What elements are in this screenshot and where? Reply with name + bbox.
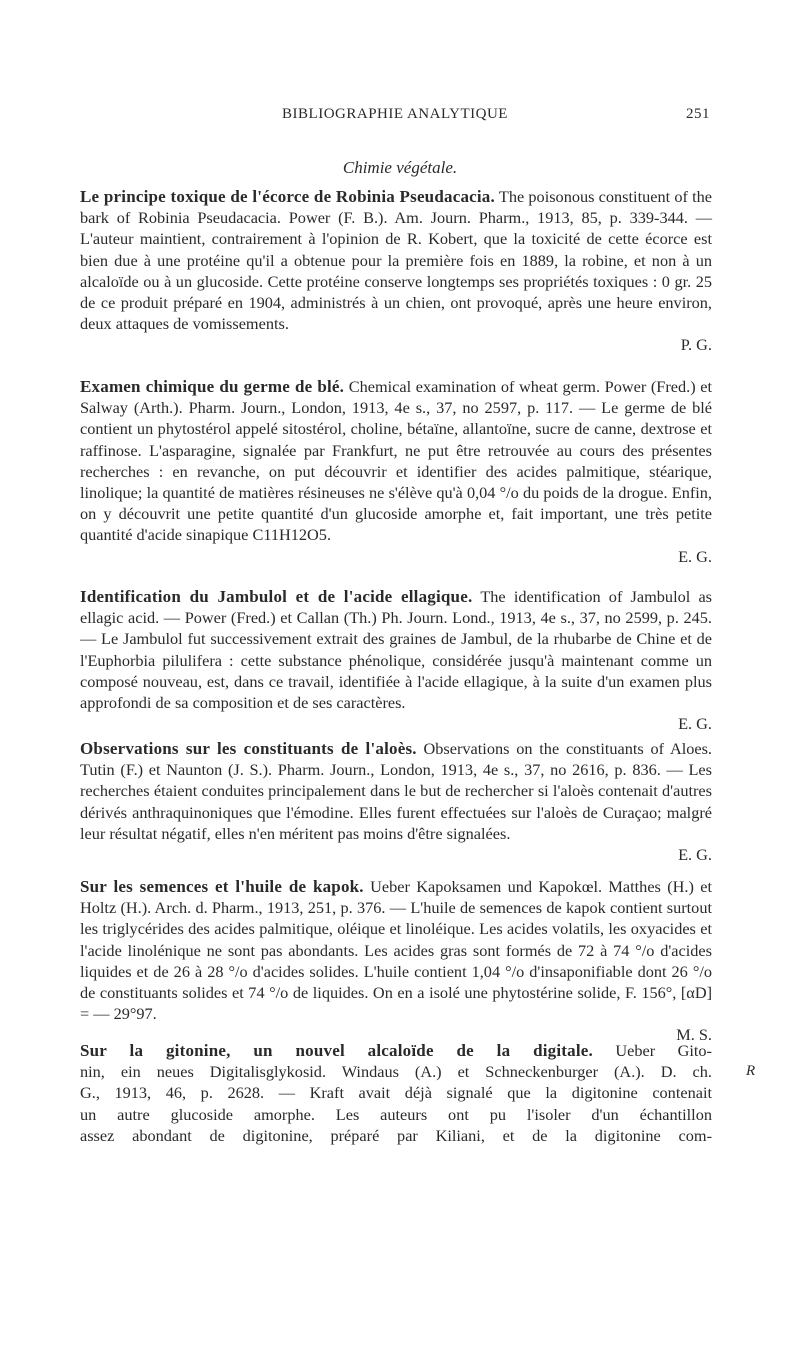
entry-title: Le principe toxique de l'écorce de Robinia Pseudacacia. — [80, 187, 495, 206]
entry-title: Identification du Jambulol et de l'acide ellagique. — [80, 587, 473, 606]
entry-signature: P. G. — [680, 335, 712, 355]
entry-title: Observations sur les constituants de l'aloès. — [80, 739, 417, 758]
entry-title: Sur les semences et l'huile de kapok. — [80, 877, 364, 896]
bibliography-entry — [80, 186, 712, 356]
entry-body: Observations on the constituants of Aloes. Tutin (F.) et Naunton (J. S.). Pharm. Journ., London, 1913, 4e s., 37, no 2616, p. 836. — Les recherches étaient conduites principalement dans le but de rechercher si l'aloès contenait d'autres dérivés anthraquinoniques que l'émodine. Elles furent effectuées sur l'aloès de Curaçao; malgré leur résultat négatif, elles n'en méritent pas moins d'être signalées. — [80, 739, 712, 843]
entry-body: The identification of Jambulol as ellagic acid. — Power (Fred.) et Callan (Th.) Ph. Journ. Lond., 1913, 4e s., 37, no 2599, p. 245. — Le Jambulol fut successivement extrait des graines de Jambul, de la rhubarbe de Chine et de l'Euphorbia pilulifera : cette substance phénolique, considérée jusqu'à maintenant comme un composé nouveau, est, dans ce travail, identifiée à l'acide ellagique, à la suite d'un examen plus approfondi de sa composition et de ses caractères. — [80, 587, 713, 713]
entry-signature: E. G. — [678, 546, 712, 566]
entry-signature: M. S. — [676, 1025, 712, 1045]
entry-body-line: G., 1913, 46, p. 2628. — Kraft avait déjà signalé que la digitonine contenait — [80, 1083, 712, 1103]
bibliography-entry — [80, 586, 712, 734]
page-number: 251 — [686, 106, 710, 122]
entry-body-line: nin, ein neues Digitalisglykosid. Windaus (A.) et Schneckenburger (A.). D. ch. — [80, 1062, 712, 1082]
section-title: Chimie végétale. — [342, 158, 458, 177]
entry-body: Chemical examination of wheat germ. Power (Fred.) et Salway (Arth.). Pharm. Journ., London, 1913, 4e s., 37, no 2597, p. 117. — Le germe de blé contient un phytostérol appelé sitostérol, choline, bétaïne, allantoïne, sucre de canne, dextrose et raffinose. L'asparagine, signalée par Frankfurt, ne put être retrouvée au cours des présentes recherches : en revanche, on put découvrir et identifier des acides palmitique, stéarique, linolique; la quantité de matières résineuses ne s'élève qu'à 0,04 °/o du poids de la drogue. Enfin, on y découvrit une petite quantité d'un glucoside amorphe et, fait important, une très petite quantité d'acide sinapique C11H12O5. — [80, 377, 712, 545]
margin-annotation: R — [746, 1063, 756, 1079]
entry-signature: E. G. — [678, 845, 712, 865]
entry-title: Examen chimique du germe de blé. — [80, 377, 345, 396]
running-title: BIBLIOGRAPHIE ANALYTIQUE — [282, 106, 508, 122]
entry-title: Sur la gitonine, un nouvel alcaloïde de la digitale. — [80, 1041, 593, 1060]
entry-body: The poisonous constituent of the bark of Robinia Pseudacacia. Power (F. B.). Am. Journ. Pharm., 1913, 85, p. 339-344. — L'auteur maintient, contrairement à l'opinion de R. Kobert, que la toxicité de cette écorce est bien due à une protéine qu'il a obtenue pour la première fois en 1889, la robine, et non à un alcaloïde ou à un glucoside. Cette protéine conserve longtemps ses propriétés toxiques : 0 gr. 25 de ce produit préparé en 1904, administrés à un chien, ont provoqué, après une heure environ, deux attaques de vomissements. — [80, 187, 713, 334]
bibliography-entry — [80, 376, 712, 567]
entry-first-line — [80, 1040, 712, 1061]
entry-signature: E. G. — [678, 714, 712, 734]
entry-body-line: un autre glucoside amorphe. Les auteurs ont pu l'isoler d'un échantillon — [80, 1104, 712, 1124]
bibliography-entry — [80, 1040, 712, 1146]
entry-body-line: assez abondant de digitonine, préparé par Kiliani, et de la digitonine com- — [80, 1125, 712, 1145]
bibliography-entry — [80, 738, 712, 865]
bibliography-entry — [80, 876, 712, 1046]
entry-body: Ueber Kapoksamen und Kapokœl. Matthes (H.) et Holtz (H.). Arch. d. Pharm., 1913, 251, p. 376. — L'huile de semences de kapok contient surtout les triglycérides des acides palmitique, oléique et linoléique. Les acides volatils, les oxyacides et l'acide linolénique ne sont pas abondants. Les acides gras sont formés de 72 à 74 °/o d'acides liquides et de 26 à 28 °/o d'acides solides. L'huile contient 1,04 °/o d'insaponifiable dont 26 °/o de constituants solides et 74 °/o de liquides. On en a isolé une phytostérine solide, F. 156°, [αD] = — 29°97. — [80, 877, 712, 1024]
running-header — [80, 106, 710, 126]
entry-body-line: Ueber Gito- — [615, 1041, 712, 1060]
